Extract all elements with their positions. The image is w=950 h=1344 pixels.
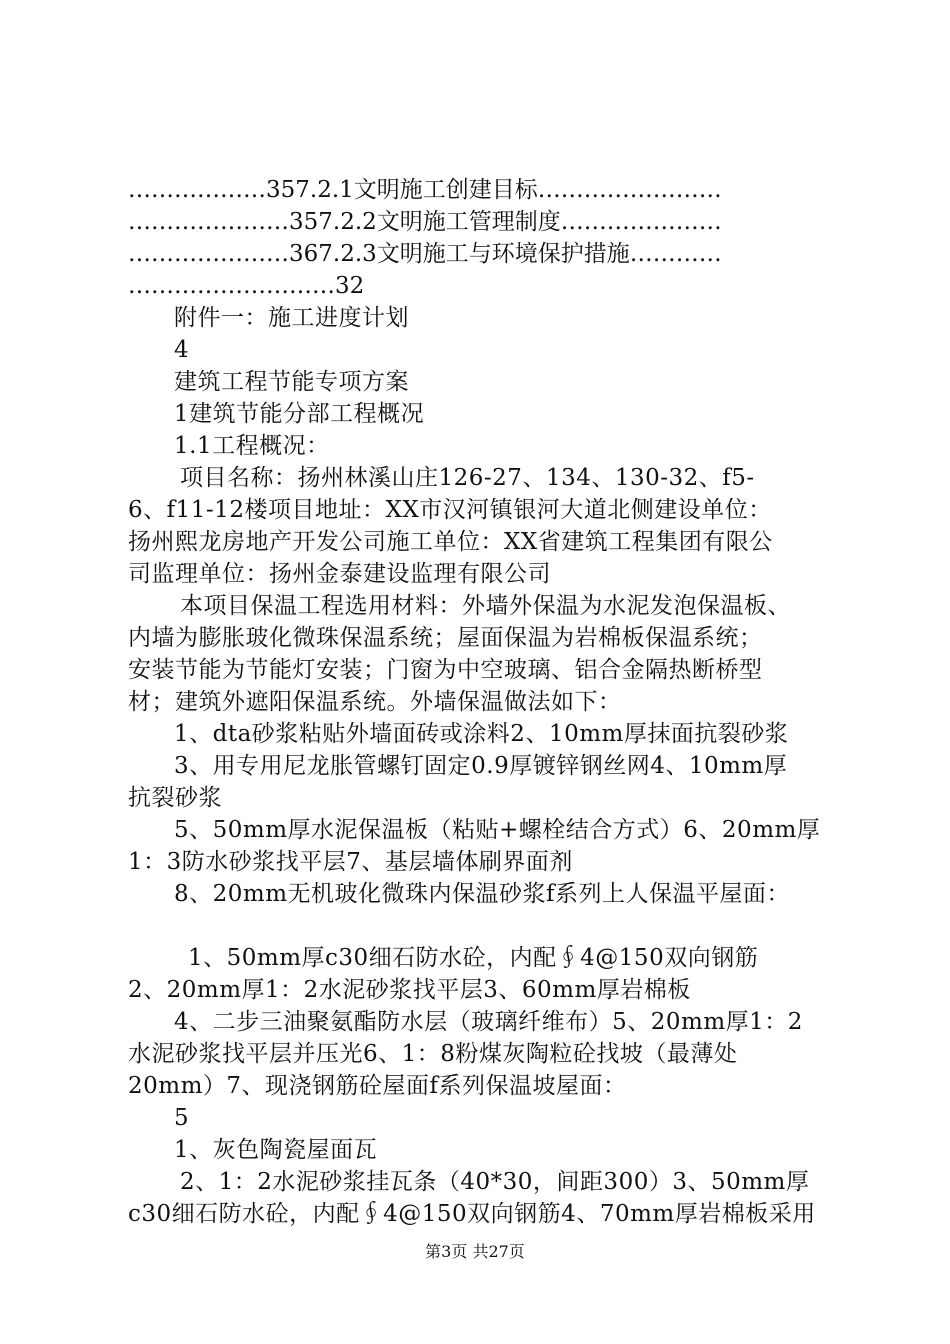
document-body bbox=[128, 174, 838, 1230]
page-footer: 第3页 共27页 bbox=[425, 1242, 525, 1261]
paragraph-line: 2、1：2水泥砂浆挂瓦条（40*30，间距300）3、50mm厚 bbox=[180, 1169, 810, 1195]
toc-line: …………………357.2.2文明施工管理制度………………… bbox=[128, 209, 722, 235]
paragraph-line: 20mm）7、现浇钢筋砼屋面f系列保温坡屋面： bbox=[128, 1073, 627, 1099]
section-heading: 1建筑节能分部工程概况 bbox=[174, 401, 425, 427]
paragraph-line: c30细石防水砼，内配∮4@150双向钢筋4、70mm厚岩棉板采用 bbox=[128, 1201, 816, 1227]
paragraph-line: 1、灰色陶瓷屋面瓦 bbox=[174, 1137, 378, 1163]
paragraph-line: 水泥砂浆找平层并压光6、1：8粉煤灰陶粒砼找坡（最薄处 bbox=[128, 1041, 738, 1067]
toc-line: ………………………32 bbox=[128, 273, 365, 299]
toc-line: ………………357.2.1文明施工创建目标…………………… bbox=[128, 177, 722, 203]
paragraph-line: 1：3防水砂浆找平层7、基层墙体刷界面剂 bbox=[128, 849, 573, 875]
subsection-heading: 1.1工程概况： bbox=[174, 433, 330, 459]
section-heading: 建筑工程节能专项方案 bbox=[174, 369, 409, 395]
appendix-title: 附件一：施工进度计划 bbox=[174, 305, 409, 331]
paragraph-line: 材；建筑外遮阳保温系统。外墙保温做法如下： bbox=[128, 689, 622, 715]
paragraph-line: 6、f11-12楼项目地址：XX市汉河镇银河大道北侧建设单位： bbox=[128, 497, 772, 523]
paragraph-line: 5、50mm厚水泥保温板（粘贴+螺栓结合方式）6、20mm厚 bbox=[174, 817, 821, 843]
page-number-text: 5 bbox=[174, 1105, 190, 1131]
toc-line: …………………367.2.3文明施工与环境保护措施………… bbox=[128, 241, 722, 267]
paragraph-line: 4、二步三油聚氨酯防水层（玻璃纤维布）5、20mm厚1：2 bbox=[174, 1009, 803, 1035]
paragraph-line: 1、dta砂浆粘贴外墙面砖或涂料2、10mm厚抹面抗裂砂浆 bbox=[174, 721, 789, 747]
paragraph-line: 1、50mm厚c30细石防水砼，内配∮4@150双向钢筋 bbox=[188, 945, 759, 971]
page-number-text: 4 bbox=[174, 337, 190, 363]
paragraph-line: 2、20mm厚1：2水泥砂浆找平层3、60mm厚岩棉板 bbox=[128, 977, 691, 1003]
paragraph-line: 8、20mm无机玻化微珠内保温砂浆f系列上人保温平屋面： bbox=[174, 881, 791, 907]
paragraph-line: 本项目保温工程选用材料：外墙外保温为水泥发泡保温板、 bbox=[180, 593, 791, 619]
paragraph-line: 3、用专用尼龙胀管螺钉固定0.9厚镀锌钢丝网4、10mm厚 bbox=[174, 753, 788, 779]
paragraph-line: 抗裂砂浆 bbox=[128, 785, 222, 811]
paragraph-line: 内墙为膨胀玻化微珠保温系统；屋面保温为岩棉板保温系统； bbox=[128, 625, 763, 651]
blank-line bbox=[128, 910, 838, 942]
paragraph-line: 扬州熙龙房地产开发公司施工单位：XX省建筑工程集团有限公 bbox=[128, 529, 773, 555]
paragraph-line: 司监理单位：扬州金泰建设监理有限公司 bbox=[128, 561, 551, 587]
paragraph-line: 项目名称：扬州林溪山庄126-27、134、130-32、f5- bbox=[180, 465, 755, 491]
paragraph-line: 安装节能为节能灯安装；门窗为中空玻璃、铝合金隔热断桥型 bbox=[128, 657, 763, 683]
